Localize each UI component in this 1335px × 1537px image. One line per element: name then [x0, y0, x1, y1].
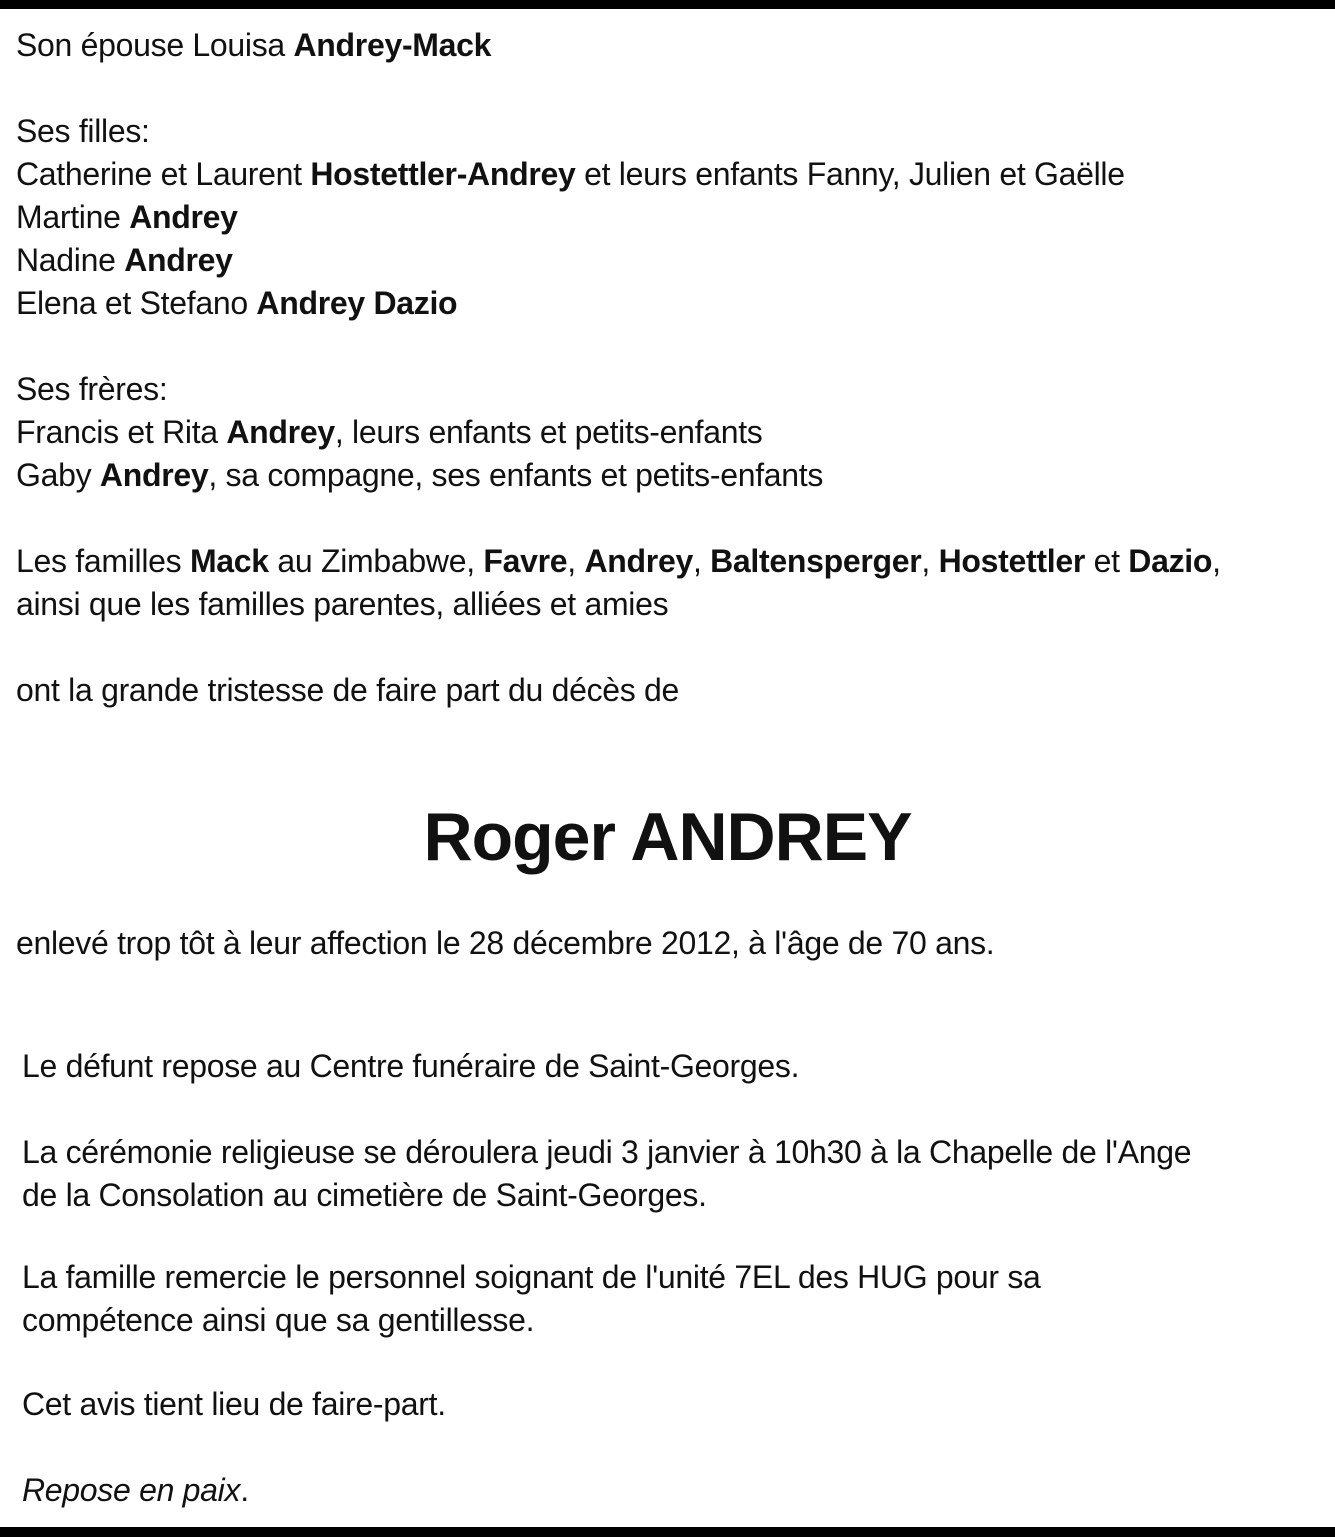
daughter-1-name: Hostettler-Andrey — [310, 156, 576, 192]
closing-text: Repose en paix — [22, 1472, 241, 1508]
brother-1-name: Andrey — [226, 414, 335, 450]
daughter-2-name: Andrey — [129, 199, 238, 235]
rest-place-line: Le défunt repose au Centre funéraire de Saint-Georges. — [22, 1048, 800, 1084]
daughter-3-name: Andrey — [124, 242, 233, 278]
brother-line-1 — [16, 411, 763, 454]
daughter-4-first: Elena et Stefano — [16, 285, 257, 321]
thanks-line-2: compétence ainsi que sa gentillesse. — [22, 1302, 535, 1338]
daughter-line-4 — [16, 282, 457, 325]
announce-line: ont la grande tristesse de faire part du décès de — [16, 672, 680, 708]
daughters-heading: Ses filles: — [16, 113, 150, 149]
ceremony-line-2: de la Consolation au cimetière de Saint-Georges. — [22, 1177, 707, 1213]
brother-1-rest: , leurs enfants et petits-enfants — [334, 414, 763, 450]
families-zimbabwe: au Zimbabwe, — [268, 543, 484, 579]
daughter-1-first: Catherine et Laurent — [16, 156, 311, 192]
daughter-line-1 — [16, 153, 1125, 196]
brother-line-2 — [16, 454, 823, 497]
brothers-heading: Ses frères: — [16, 371, 168, 407]
families-line-2: ainsi que les familles parentes, alliées et amies — [16, 586, 669, 622]
bottom-rule — [0, 1527, 1335, 1537]
brother-2-first: Gaby — [16, 457, 100, 493]
top-rule — [0, 0, 1335, 9]
spouse-name: Andrey-Mack — [293, 27, 492, 63]
taken-line: enlevé trop tôt à leur affection le 28 décembre 2012, à l'âge de 70 ans. — [16, 925, 995, 961]
family-mack: Mack — [189, 543, 269, 579]
brother-1-first: Francis et Rita — [16, 414, 227, 450]
families-sep: , — [692, 543, 711, 579]
family-baltensperger: Baltensperger — [710, 543, 922, 579]
daughter-line-3 — [16, 239, 233, 282]
spouse-line — [16, 24, 491, 67]
families-line-1 — [16, 540, 1221, 583]
daughter-1-rest: et leurs enfants Fanny, Julien et Gaëlle — [575, 156, 1125, 192]
daughter-line-2 — [16, 196, 238, 239]
families-sep: , — [567, 543, 585, 579]
family-andrey: Andrey — [584, 543, 693, 579]
closing-period: . — [240, 1472, 249, 1508]
notice-line: Cet avis tient lieu de faire-part. — [22, 1386, 446, 1422]
family-dazio: Dazio — [1128, 543, 1213, 579]
family-favre: Favre — [483, 543, 568, 579]
families-comma: , — [1212, 543, 1221, 579]
daughter-3-first: Nadine — [16, 242, 125, 278]
brother-2-name: Andrey — [99, 457, 209, 493]
families-et: et — [1084, 543, 1129, 579]
thanks-line-1: La famille remercie le personnel soignant de l'unité 7EL des HUG pour sa — [22, 1259, 1041, 1295]
deceased-name: Roger ANDREY — [423, 799, 912, 875]
families-prefix: Les familles — [16, 543, 190, 579]
closing-line — [22, 1469, 249, 1512]
brother-2-rest: , sa compagne, ses enfants et petits-enfants — [208, 457, 824, 493]
daughter-4-name: Andrey Dazio — [256, 285, 458, 321]
family-hostettler: Hostettler — [938, 543, 1085, 579]
spouse-prefix: Son épouse Louisa — [16, 27, 294, 63]
daughter-2-first: Martine — [16, 199, 130, 235]
families-sep: , — [921, 543, 939, 579]
ceremony-line-1: La cérémonie religieuse se déroulera jeudi 3 janvier à 10h30 à la Chapelle de l'Ange — [22, 1134, 1192, 1170]
